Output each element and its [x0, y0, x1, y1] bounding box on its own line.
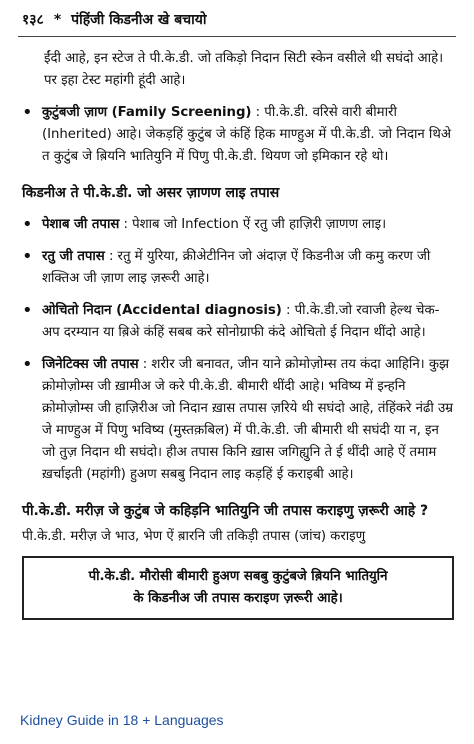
page-title: पंहिंजी किडनीअ खे बचायो: [71, 12, 207, 29]
intro-paragraph: ईंदी आहे, इन स्टेज ते पी.के.डी. जो तकिड़ो निदान सिटी स्केन वसीले थी सघंदो आहे। पर इहा टेस्ट महांगी हूंदी आहे।: [44, 51, 444, 88]
highlight-box: [22, 556, 454, 620]
bullet-item: [22, 300, 454, 344]
bullet-icon: •: [22, 354, 33, 375]
bullet-text: : पी.के.डी.जो रवाजी हेल्थ चेक-अप दरम्यान या ब़िअे कंहिं सबब करे सोनोग्राफी कंदे ओचितो ई निदान थींदो आहे।: [42, 303, 440, 340]
bullet-item: [22, 246, 454, 290]
family-screening-title: कुटुंबजी ज़ाण (Family Screening): [42, 105, 252, 120]
footer-label: Kidney Guide in 18 + Languages: [20, 712, 224, 728]
bullet-text: : पेशाब जो Infection ऐं रतु जी हाज़िरी ज़ाणण लाइ।: [123, 217, 387, 232]
bullet-title: जिनेटिक्स जी तपास: [42, 357, 139, 372]
bullet-title: पेशाब जी तपास: [42, 217, 120, 232]
family-screening-paragraph: [42, 102, 454, 168]
bullet-paragraph: [42, 354, 454, 486]
bullet-item: [22, 214, 454, 236]
family-screening-item: [22, 102, 454, 168]
bullet-paragraph: [42, 214, 386, 236]
bullet-paragraph: [42, 246, 454, 290]
answer-paragraph: पी.के.डी. मरीज़ जे भाउ, भेण ऐं ब़ारनि जी तकिड़ी तपास (जांच) कराइणु: [22, 529, 366, 544]
highlight-line-1: पी.के.डी. मौरोसी बीमारी हुअण सबबु कुटुंबजे ब़ियनि भातियुनि: [88, 569, 388, 584]
header-rule: [18, 36, 456, 37]
highlight-line-2: के किडनीअ जी तपास कराइण ज़रूरी आहे।: [133, 591, 343, 606]
question-heading: पी.के.डी. मरीज़ जे कुटुंब जे कहिड़नि भातियुनि जी तपास कराइणु ज़रूरी आहे ?: [22, 503, 429, 519]
bullet-icon: •: [22, 300, 33, 321]
section-title: किडनीअ ते पी.के.डी. जो असर ज़ाणण लाइ तपास: [22, 185, 280, 201]
bullet-text: : शरीर जी बनावत, जीन याने क्रोमोज़ोम्स तय कंदा आहिनि। कुझ क्रोमोज़ोम्स जी ख़ामीअ जे करे पी.के.डी. बीमारी थींदी आहे। भविष्य में इन्हनि क्रोमोज़ोम्स जी हाज़िरीअ जो निदान ख़ास तपास ज़रिये थी सघंदो आहे, तंहिंकरे नंढी उम्र जे माण्हुअ में पिणु भविष्य (मुस्तक़बिल) में पी.के.डी. जी बीमारी थी सघंदी या न, इन जो तुज़ निदान थी सघंदो। हीअ तपास किनि ख़ास जगिह्युनि ते ई थींदी आहे ऐं तमाम ख़र्चाइती (महांगी) हुअण सबबु निदान लाइ कड़हिं ई कराइबी आहे।: [42, 357, 454, 482]
bullet-icon: •: [22, 246, 33, 267]
bullet-item: [22, 354, 454, 486]
page-header: [22, 8, 454, 34]
bullet-text: : रतु में युरिया, क्रीअेटीनिन जो अंदाज़ ऐं किडनीअ जी कमु करण जी शक्तिअ जी ज़ाण लाइ ज़रूरी आहे।: [42, 249, 431, 286]
bullet-icon: •: [22, 102, 33, 123]
bullet-title: ओचितो निदान (Accidental diagnosis): [42, 303, 282, 318]
bullet-paragraph: [42, 300, 454, 344]
bullet-icon: •: [22, 214, 33, 235]
page-number: १३८: [22, 12, 44, 29]
document-body: [22, 48, 454, 620]
bullet-title: रतु जी तपास: [42, 249, 105, 264]
header-separator: *: [53, 12, 62, 29]
family-screening-text: : पी.के.डी. वरिसे वारी बीमारी (Inherited) आहे। जेकड़हिं कुटुंब जे कंहिं हिक माण्हुअ में पी.के.डी. जो निदान थिअे त कुटुंब जे ब़ियनि भातियुनि में पिणु पी.के.डी. थियण जो इमिकान रहे थो।: [42, 105, 451, 164]
